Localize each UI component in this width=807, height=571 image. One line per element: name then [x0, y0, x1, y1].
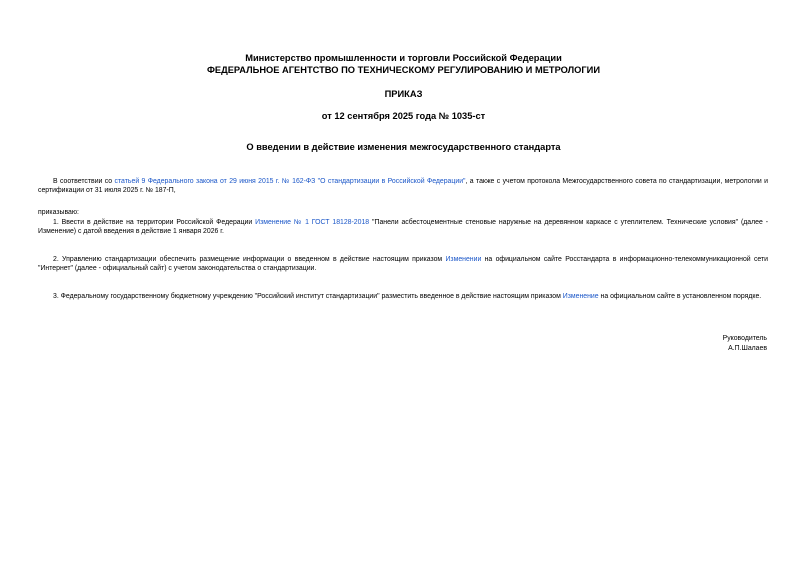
document-header: [0, 52, 807, 153]
ministry-name: Министерство промышленности и торговли Российской Федерации: [245, 53, 562, 63]
amendment-link-2[interactable]: Изменении: [445, 256, 482, 264]
item-1-prefix: 1. Ввести в действие на территории Российской Федерации: [53, 218, 256, 226]
signatory-position: Руководитель: [722, 335, 767, 342]
law-link[interactable]: статьей 9 Федерального закона от 29 июня 2015 г. № 162-ФЗ "О стандартизации в Российской Федерации": [114, 178, 466, 185]
document-type: ПРИКАЗ: [384, 89, 423, 99]
document-body: [38, 177, 768, 302]
item-3-prefix: 3. Федеральному государственному бюджетному учреждению "Российский институт стандартизации" разместить введенное в действие настоящим приказом: [53, 293, 563, 301]
signatory-name: А.П.Шалаев: [728, 344, 767, 352]
item-1-suffix: "Панели асбестоцементные стеновые наружные на деревянном каркасе с утеплителем. Технические условия" (далее - Изменение) с датой введения в действие 1 января 2026 г.: [38, 218, 768, 235]
gost-amendment-link[interactable]: Изменение № 1 ГОСТ 18128-2018: [255, 218, 370, 226]
signature-block: [723, 334, 767, 353]
item-1-paragraph: [38, 218, 768, 236]
item-3-paragraph: [38, 292, 768, 301]
preamble-paragraph: [38, 177, 768, 195]
amendment-link-3[interactable]: Изменение: [562, 293, 599, 301]
document-date-number: от 12 сентября 2025 года № 1035-ст: [321, 111, 486, 121]
order-word: приказываю:: [38, 209, 79, 217]
preamble-prefix: В соответствии со: [53, 178, 115, 185]
item-2-paragraph: [38, 255, 768, 273]
preamble-suffix: , а также с учетом протокола Межгосударственного совета по стандартизации, метрологии и сертификации от 31 июля 2025 г. № 187-П,: [38, 178, 769, 195]
item-2-prefix: 2. Управлению стандартизации обеспечить размещение информации о введенном в действие настоящим приказом: [53, 256, 446, 264]
agency-name: ФЕДЕРАЛЬНОЕ АГЕНТСТВО ПО ТЕХНИЧЕСКОМУ РЕГУЛИРОВАНИЮ И МЕТРОЛОГИИ: [206, 65, 601, 75]
item-3-suffix: на официальном сайте в установленном порядке.: [598, 293, 762, 301]
item-2-suffix: на официальном сайте Росстандарта в информационно-телекоммуникационной сети "Интернет" (далее - официальный сайт) с учетом законодательства о стандартизации.: [38, 256, 768, 273]
document-title: О введении в действие изменения межгосударственного стандарта: [246, 142, 561, 152]
